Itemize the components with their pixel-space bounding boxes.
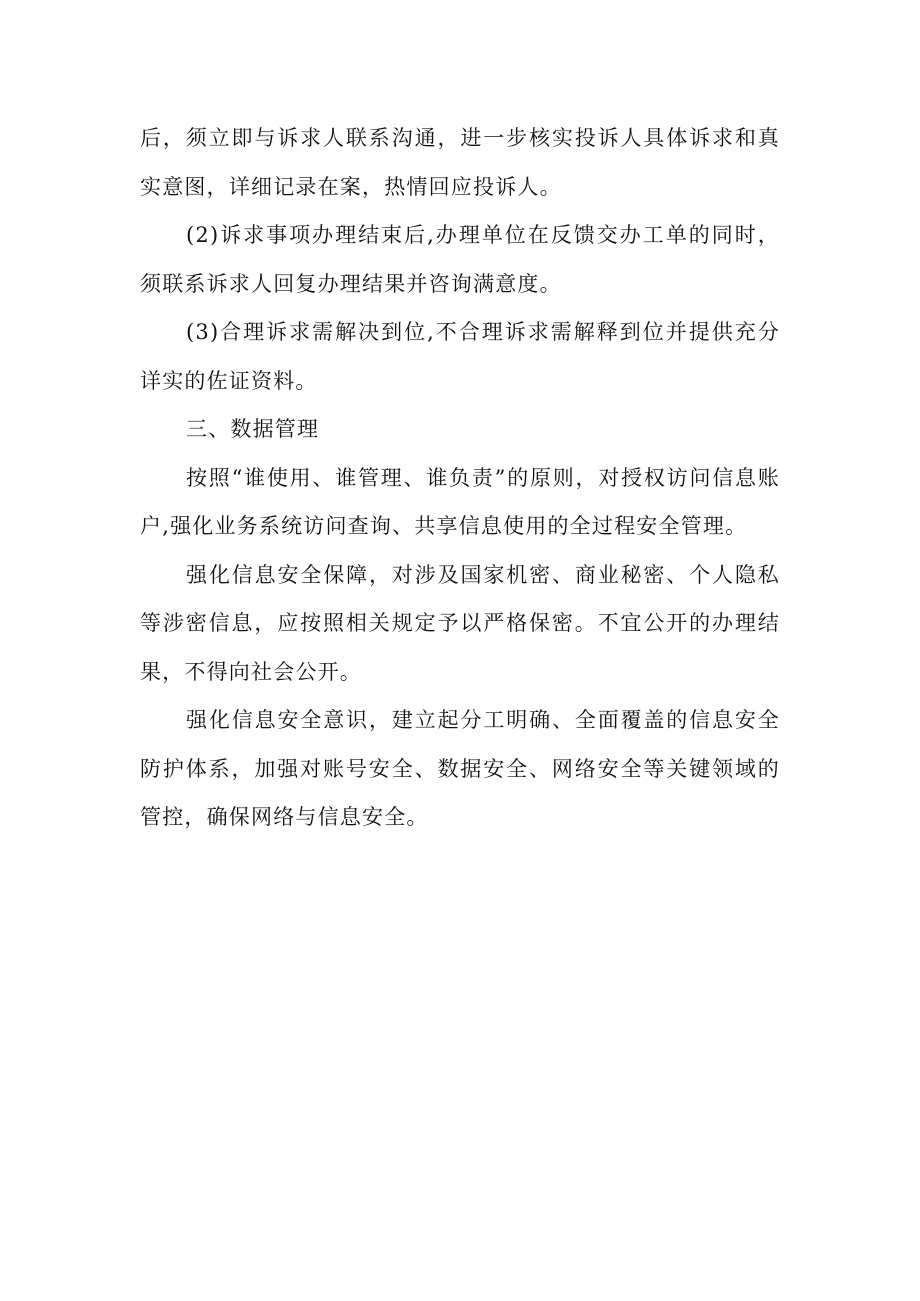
paragraph-data-management: 按照“谁使用、谁管理、谁负责”的原则，对授权访问信息账户,强化业务系统访问查询、共享信息使用的全过程安全管理。: [140, 465, 780, 538]
paragraph-security-awareness: 强化信息安全意识，建立起分工明确、全面覆盖的信息安全防护体系，加强对账号安全、数据安全、网络安全等关键领域的管控，确保网络与信息安全。: [140, 708, 780, 829]
document-body: [140, 114, 780, 842]
paragraph-security-guarantee: 强化信息安全保障，对涉及国家机密、商业秘密、个人隐私等涉密信息，应按照相关规定予以严格保密。不宜公开的办理结果，不得向社会公开。: [140, 562, 780, 684]
section-heading: 三、数据管理: [186, 417, 320, 441]
paragraph-item-3: (3)合理诉求需解决到位,不合理诉求需解释到位并提供充分详实的佐证资料。: [140, 320, 780, 393]
paragraph-continuation: 后，须立即与诉求人联系沟通，进一步核实投诉人具体诉求和真实意图，详细记录在案，热情回应投诉人。: [140, 126, 780, 199]
paragraph-item-2: (2)诉求事项办理结束后,办理单位在反馈交办工单的同时，须联系诉求人回复办理结果并咨询满意度。: [140, 223, 780, 296]
